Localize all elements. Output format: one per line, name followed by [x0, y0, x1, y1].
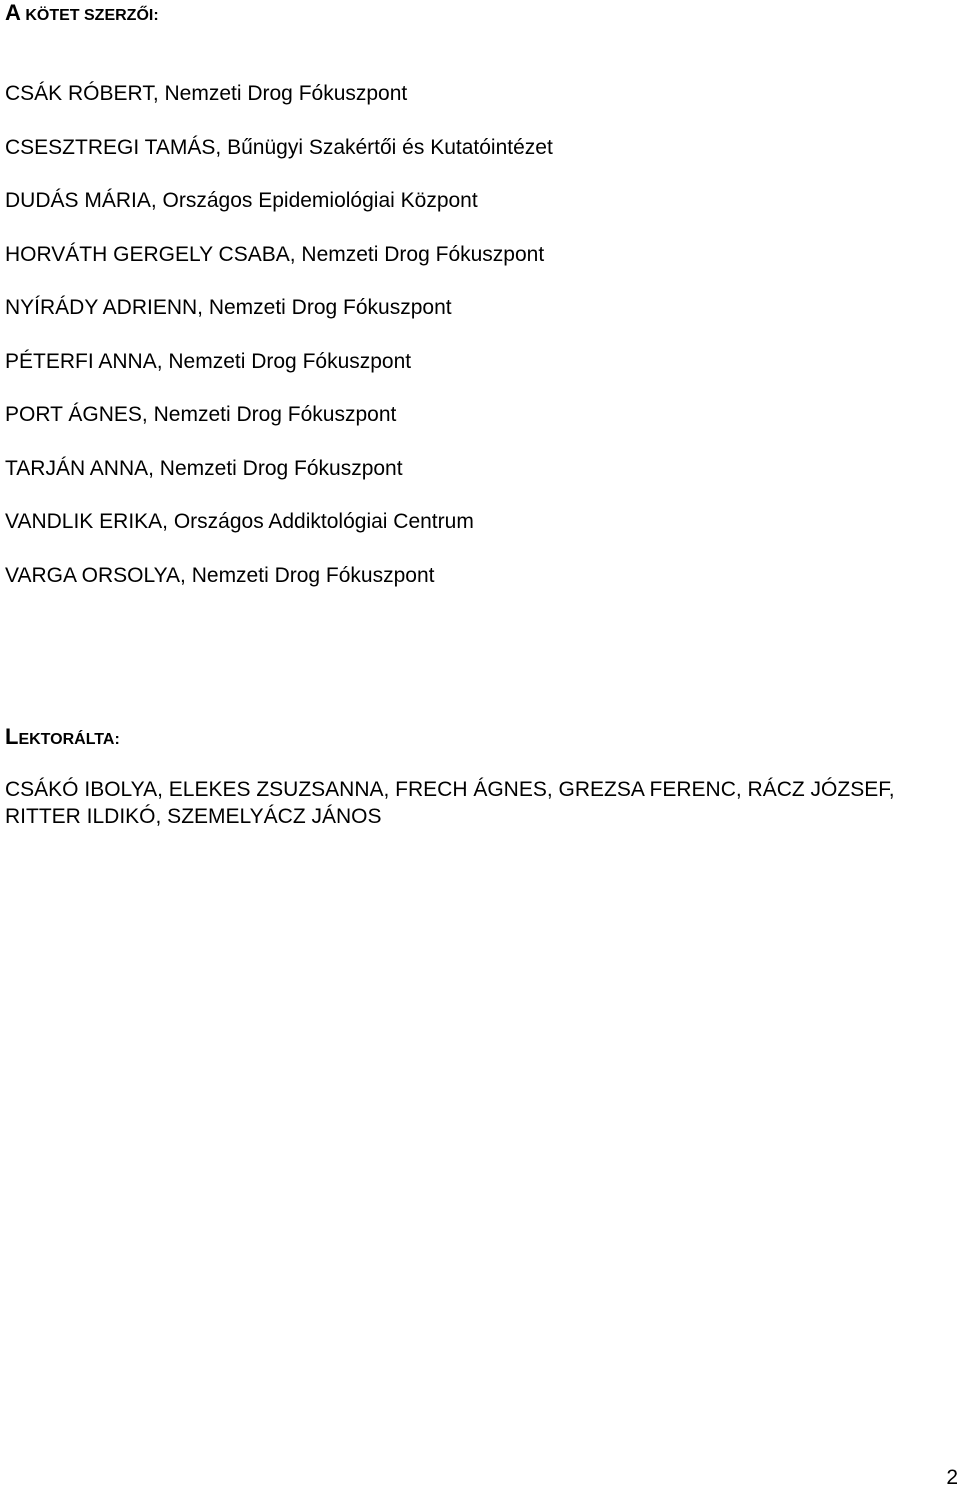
author-list [5, 80, 553, 615]
author-item: HORVÁTH GERGELY CSABA, Nemzeti Drog Fókuszpont [5, 242, 545, 266]
author-item: CSÁK RÓBERT, Nemzeti Drog Fókuszpont [5, 82, 408, 105]
author-item: VARGA ORSOLYA, Nemzeti Drog Fókuszpont [5, 563, 435, 587]
author-item: NYÍRÁDY ADRIENN, Nemzeti Drog Fókuszpont [5, 296, 452, 319]
reviewers-heading-text: EKTORÁLTA: [18, 731, 120, 748]
author-item: VANDLIK ERIKA, Országos Addiktológiai Centrum [5, 510, 474, 533]
author-item: DUDÁS MÁRIA, Országos Epidemiológiai Központ [5, 189, 478, 212]
author-item: PORT ÁGNES, Nemzeti Drog Fókuszpont [5, 403, 397, 426]
authors-heading-initial: A [5, 0, 21, 25]
author-item: PÉTERFI ANNA, Nemzeti Drog Fókuszpont [5, 349, 412, 373]
author-item: CSESZTREGI TAMÁS, Bűnügyi Szakértői és Kutatóintézet [5, 135, 553, 159]
reviewers-heading-initial: L [5, 724, 19, 749]
author-item: TARJÁN ANNA, Nemzeti Drog Fókuszpont [5, 456, 403, 480]
reviewers-heading [5, 724, 120, 753]
page-number: 2 [946, 1466, 958, 1489]
reviewers-list: CSÁKÓ IBOLYA, ELEKES ZSUZSANNA, FRECH ÁGNES, GREZSA FERENC, RÁCZ JÓZSEF, RITTER ILDIKÓ, SZEMELYÁCZ JÁNOS [5, 778, 895, 828]
authors-heading-text: KÖTET SZERZŐI: [20, 7, 159, 24]
authors-heading [5, 0, 159, 29]
